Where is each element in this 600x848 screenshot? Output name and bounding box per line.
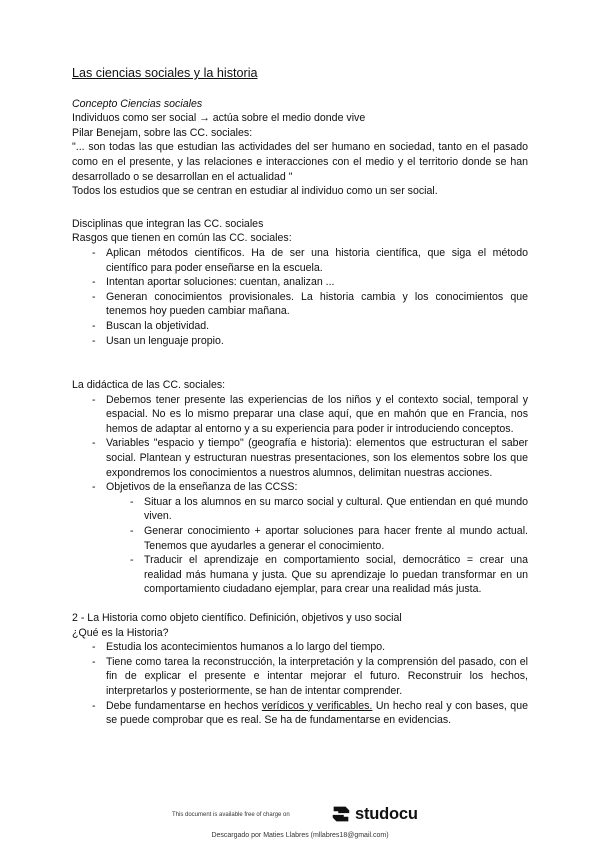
objetivos-label: Objetivos de la enseñanza de las CCSS: (106, 481, 298, 494)
item3-text-a: Debe fundamentarse en hechos (106, 699, 262, 712)
list-item: - Situar a los alumnos en su marco social y cultural. Que entiendan en qué mundo viven. (130, 495, 528, 524)
historia-list (72, 640, 528, 728)
studocu-logo-icon (330, 803, 352, 825)
item3-text-b: Un hecho real y con bases, que se puede comprobar que es real. Se ha de fundamentarse en evidencias. (106, 699, 528, 727)
document-title: Las ciencias sociales y la historia (72, 66, 258, 80)
list-item: - Estudia los acontecimientos humanos a lo largo del tiempo. (92, 640, 528, 655)
list-item: - Intentan aportar soluciones: cuentan, analizan ... (92, 275, 528, 290)
list-item: - Traducir el aprendizaje en comportamiento social, democrático = crear una realidad más humana y justa. Que su aprendizaje lo puedan transformar en un comportamiento ciudadano ejemplar, para crear una realidad más justa. (130, 553, 528, 597)
list-item: - Generar conocimiento + aportar soluciones para hacer frente al mundo actual. Tenemos que ayudarles a generar el conocimiento. (130, 524, 528, 553)
list-item: - Aplican métodos científicos. Ha de ser una historia científica, que siga el método científico para poder enseñarse en la escuela. (92, 246, 528, 275)
didactica-heading: La didáctica de las CC. sociales: (72, 379, 226, 392)
rasgos-heading: Rasgos que tienen en común las CC. sociales: (72, 232, 292, 245)
historia-heading: 2 - La Historia como objeto científico. Definición, objetivos y uso social (72, 612, 402, 624)
studocu-logo[interactable] (330, 803, 418, 825)
concepto-line2: Pilar Benejam, sobre las CC. sociales: (72, 126, 253, 139)
list-item (92, 699, 528, 728)
download-credit: Descargado por Maties Llabres (mllabres18@gmail.com) (211, 832, 389, 839)
historia-question: ¿Qué es la Historia? (72, 626, 169, 639)
list-item: - Buscan la objetividad. (92, 319, 528, 334)
document-page (72, 66, 528, 728)
footer (0, 803, 600, 823)
list-item: - Usan un lenguaje propio. (92, 334, 528, 349)
didactica-list (72, 393, 528, 597)
concepto-heading: Concepto Ciencias sociales (72, 97, 203, 110)
objetivos-list (106, 495, 528, 597)
item3-underlined: verídicos y verificables. (261, 699, 373, 712)
disciplinas-heading: Disciplinas que integran las CC. sociales (72, 217, 264, 230)
footer-note: This document is available free of charge on (172, 812, 290, 818)
studocu-brand: studocu (355, 804, 418, 823)
concepto-quote: "... son todas las que estudian las actividades del ser humano en sociedad, tanto en el pasado como en el presente, y las relaciones e interacciones con el medio y el territorio donde se han desarrollado o se desarrollan en el actualidad " (72, 141, 528, 183)
list-item: - Generan conocimientos provisionales. La historia cambia y los conocimientos que tenemos hoy pueden cambiar mañana. (92, 290, 528, 319)
rasgos-list (72, 246, 528, 348)
list-item (92, 480, 528, 597)
concepto-line3: Todos los estudios que se centran en estudiar al individuo como un ser social. (72, 185, 438, 198)
list-item: - Variables "espacio y tiempo" (geografía e historia): elementos que estructuran el saber social. Plantean y estructuran nuestras presentaciones, son los elementos sobre los que expondremos los conocimientos a nuestros alumnos, delimitan nuestras acciones. (92, 436, 528, 480)
concepto-line1: Individuos como ser social → actúa sobre el medio donde vive (72, 112, 366, 125)
list-item: - Tiene como tarea la reconstrucción, la interpretación y la comprensión del pasado, con el fin de explicar el presente e intentar mejorar el futuro. Reconstruir los hechos, interpretarlos y posteriormente, se han de intentar comprender. (92, 655, 528, 699)
list-item: - Debemos tener presente las experiencias de los niños y el contexto social, temporal y espacial. No es lo mismo preparar una clase aquí, que en mahón que en Francia, nos hemos de adaptar al entorno y a su experiencia para poder ir introduciendo conceptos. (92, 393, 528, 437)
